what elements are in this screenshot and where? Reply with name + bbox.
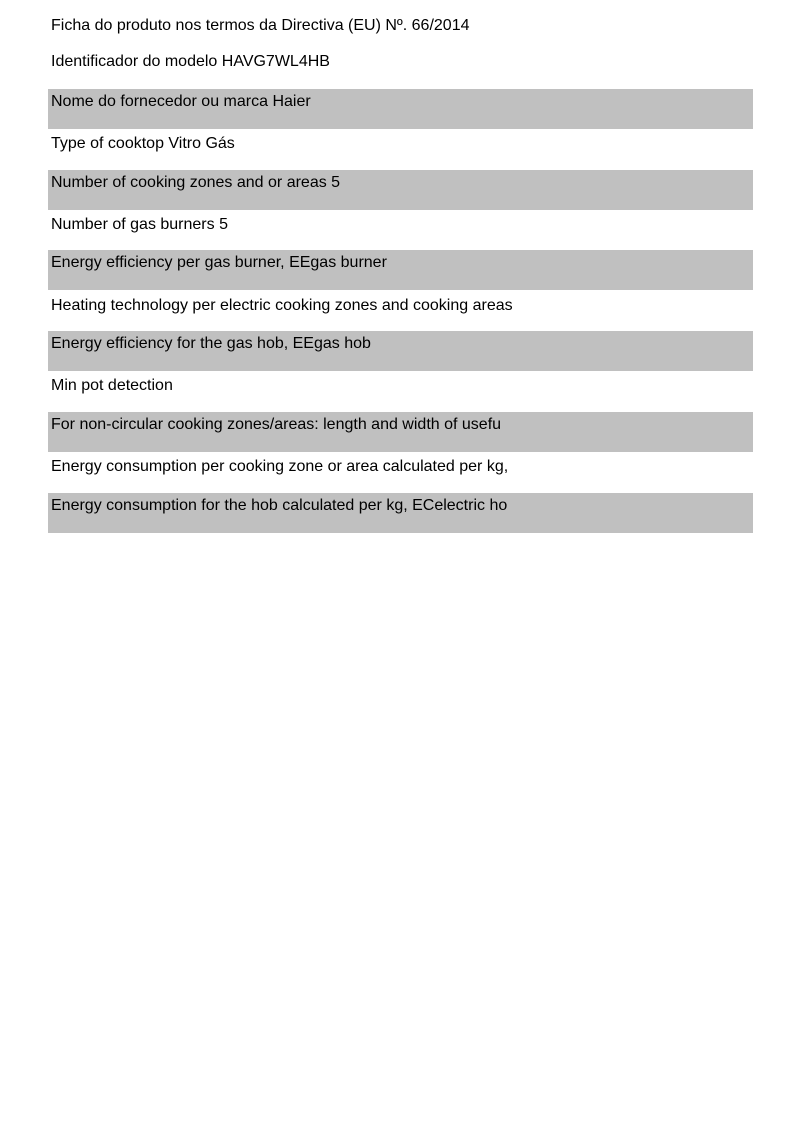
row-supplier: Nome do fornecedor ou marca Haier [48,89,753,129]
row-ee-gas-burner: Energy efficiency per gas burner, EEgas burner [48,250,753,290]
row-energy-per-zone: Energy consumption per cooking zone or area calculated per kg, [51,458,509,475]
row-ee-gas-hob: Energy efficiency for the gas hob, EEgas hob [48,331,753,371]
row-cooking-zones: Number of cooking zones and or areas 5 [48,170,753,210]
row-non-circular-zones: For non-circular cooking zones/areas: length and width of usefu [48,412,753,452]
row-gas-burners: Number of gas burners 5 [51,216,228,233]
row-cooktop-type: Type of cooktop Vitro Gás [51,135,235,152]
row-energy-hob: Energy consumption for the hob calculated per kg, ECelectric ho [48,493,753,533]
model-identifier: Identificador do modelo HAVG7WL4HB [51,53,330,70]
row-min-pot-detection: Min pot detection [51,377,173,394]
sheet-heading: Ficha do produto nos termos da Directiva (EU) Nº. 66/2014 [51,17,470,34]
row-heating-technology: Heating technology per electric cooking zones and cooking areas [51,297,513,314]
